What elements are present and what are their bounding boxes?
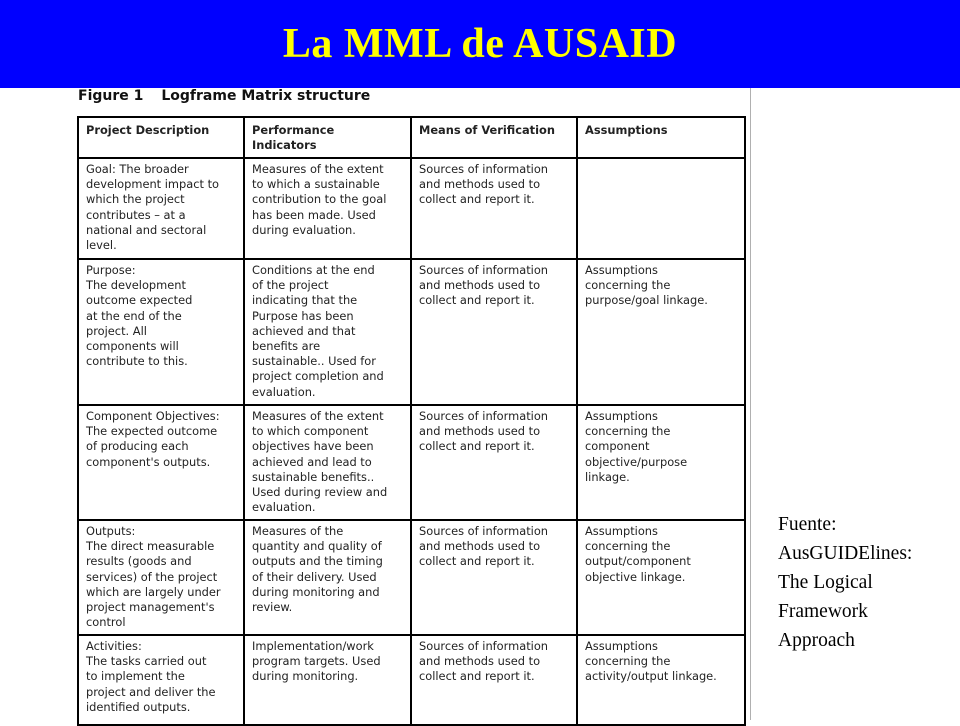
header-means-of-verification: Means of Verification	[411, 117, 577, 158]
table-cell: Sources of information and methods used to collect and report it.	[411, 259, 577, 405]
table-cell: Component Objectives: The expected outcome of producing each component's outputs.	[78, 405, 244, 520]
table-cell: Sources of information and methods used to collect and report it.	[411, 405, 577, 520]
header-assumptions: Assumptions	[577, 117, 745, 158]
table-row-component-objectives	[78, 405, 745, 520]
table-cell	[577, 158, 745, 259]
table-row-outputs	[78, 520, 745, 635]
figure-title: Logframe Matrix structure	[161, 88, 371, 104]
table-row-purpose	[78, 259, 745, 405]
table-cell: Assumptions concerning the output/component objective linkage.	[577, 520, 745, 635]
logframe-matrix-table	[77, 116, 746, 726]
title-bar	[0, 0, 960, 88]
figure-label: Figure 1	[78, 88, 144, 104]
table-cell: Activities: The tasks carried out to implement the project and deliver the identified outputs.	[78, 635, 244, 725]
table-cell: Measures of the extent to which component objectives have been achieved and lead to sustainable benefits.. Used during review and evaluation.	[244, 405, 411, 520]
table-cell: Measures of the quantity and quality of outputs and the timing of their delivery. Used during monitoring and review.	[244, 520, 411, 635]
table-cell: Assumptions concerning the activity/output linkage.	[577, 635, 745, 725]
slide-title: La MML de AUSAID	[282, 21, 678, 67]
table-header-row	[78, 117, 745, 158]
source-note: Fuente: AusGUIDElines: The Logical Framework Approach	[778, 514, 913, 651]
table-cell: Measures of the extent to which a sustainable contribution to the goal has been made. Used during evaluation.	[244, 158, 411, 259]
header-project-description: Project Description	[78, 117, 244, 158]
table-cell: Purpose: The development outcome expected at the end of the project. All components will contribute to this.	[78, 259, 244, 405]
table-cell: Assumptions concerning the component objective/purpose linkage.	[577, 405, 745, 520]
table-cell: Goal: The broader development impact to which the project contributes – at a national and sectoral level.	[78, 158, 244, 259]
document-image	[0, 88, 751, 720]
table-cell: Assumptions concerning the purpose/goal linkage.	[577, 259, 745, 405]
header-performance-indicators: Performance Indicators	[244, 117, 411, 158]
table-row-goal	[78, 158, 745, 259]
table-row-activities	[78, 635, 745, 725]
table-cell: Sources of information and methods used to collect and report it.	[411, 158, 577, 259]
table-cell: Implementation/work program targets. Used during monitoring.	[244, 635, 411, 725]
figure-caption	[78, 88, 370, 104]
table-cell: Conditions at the end of the project indicating that the Purpose has been achieved and that benefits are sustainable.. Used for project completion and evaluation.	[244, 259, 411, 405]
table-cell: Sources of information and methods used to collect and report it.	[411, 635, 577, 725]
table-cell: Outputs: The direct measurable results (goods and services) of the project which are largely under project management's control	[78, 520, 244, 635]
table-cell: Sources of information and methods used to collect and report it.	[411, 520, 577, 635]
